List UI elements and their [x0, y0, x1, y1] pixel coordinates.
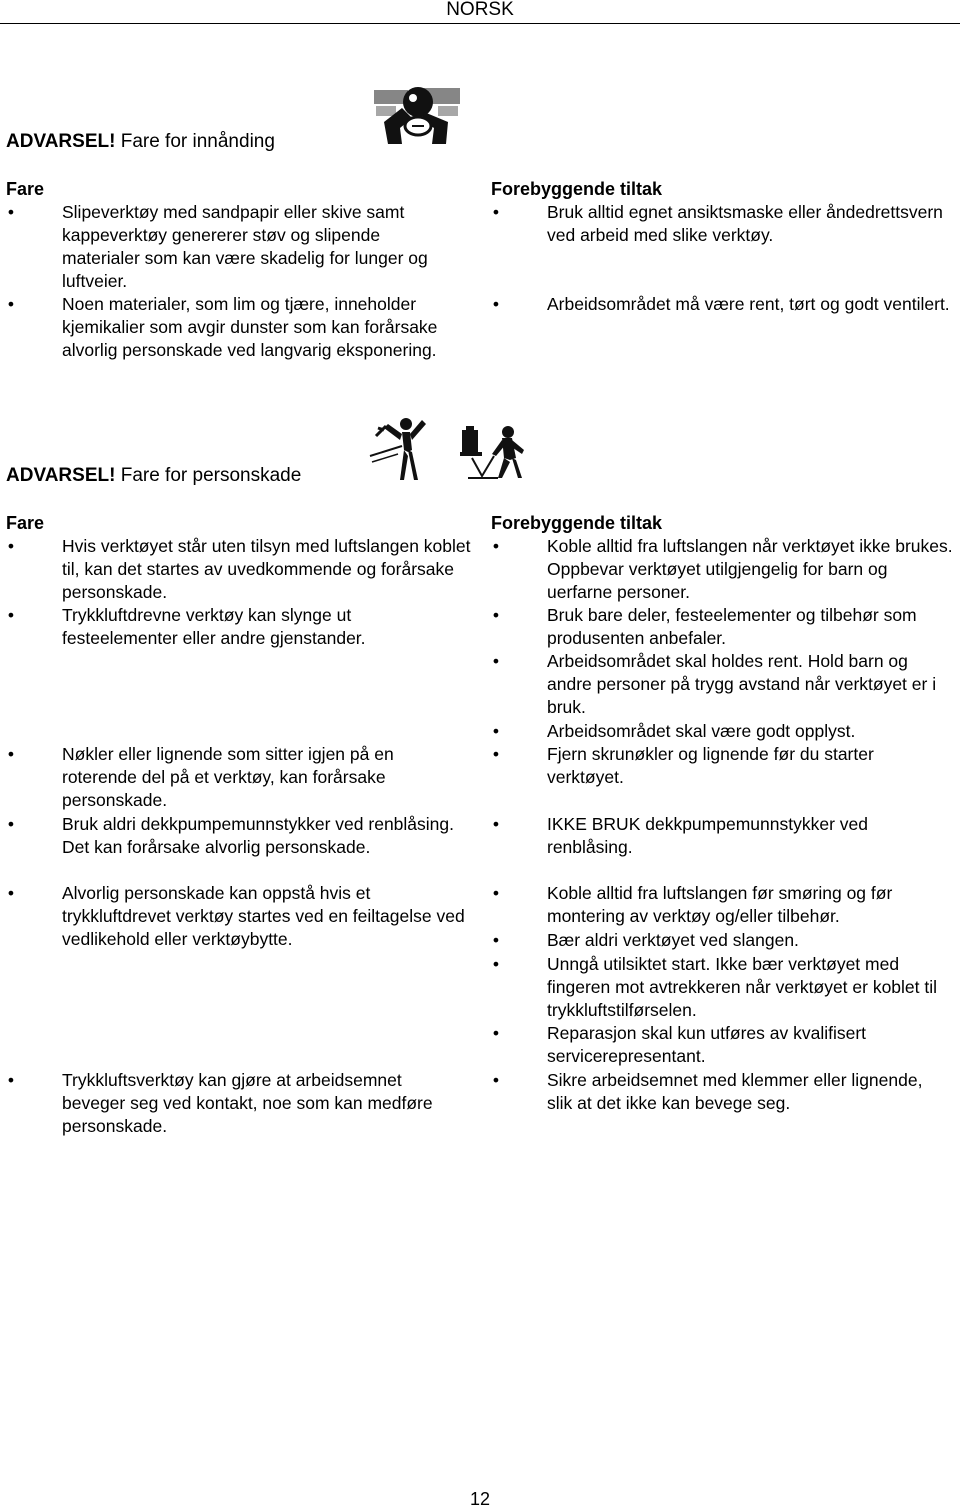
measure-item: • Reparasjon skal kun utføres av kvalifisert servicerepresentant. — [492, 1023, 867, 1066]
hazard-item: • Trykkluftsverktøy kan gjøre at arbeidsemnet beveger seg ved kontakt, noe som kan medføre personskade. — [7, 1070, 433, 1136]
measure-item: • Bær aldri verktøyet ved slangen. — [492, 930, 799, 950]
warning-heading-inhalation — [6, 130, 275, 154]
measure-item: • Fjern skrunøkler og lignende før du starter verktøyet. — [492, 744, 874, 787]
inhalation-hazard-icon — [372, 84, 462, 146]
measure-item: • Sikre arbeidsemnet med klemmer eller lignende, slik at det ikke kan bevege seg. — [492, 1070, 923, 1113]
hazard-item: • Hvis verktøyet står uten tilsyn med luftslangen koblet til, kan det startes av uvedkommende og forårsake personskade. — [7, 536, 471, 602]
page-number: 12 — [469, 1489, 491, 1509]
measure-item: • Arbeidsområdet må være rent, tørt og godt ventilert. — [492, 294, 950, 314]
hazard-heading: Fare — [6, 179, 45, 199]
hazard-heading: Fare — [6, 513, 45, 533]
hazard-item: • Trykkluftdrevne verktøy kan slynge ut festeelementer eller andre gjenstander. — [7, 605, 366, 648]
hazard-item: • Nøkler eller lignende som sitter igjen på en roterende del på et verktøy, kan forårsake personskade. — [7, 744, 394, 810]
measure-item: • Bruk alltid egnet ansiktsmaske eller åndedrettsvern ved arbeid med slike verktøy. — [492, 202, 943, 245]
hazard-item: • Slipeverktøy med sandpapir eller skive samt kappeverktøy genererer støv og slipende materialer som kan være skadelig for lunger og luftveier. — [7, 202, 428, 291]
measure-item: • Koble alltid fra luftslangen før smøring og før montering av verktøy og/eller tilbehør. — [492, 883, 893, 926]
hazard-item: • Bruk aldri dekkpumpemunnstykker ved renblåsing. Det kan forårsake alvorlig personskade. — [7, 814, 454, 857]
header-divider — [0, 23, 960, 24]
measure-item: • IKKE BRUK dekkpumpemunnstykker ved renblåsing. — [492, 814, 868, 857]
measure-item: • Arbeidsområdet skal være godt opplyst. — [492, 721, 856, 741]
warning-label: ADVARSEL! — [6, 131, 116, 152]
warning-text: Fare for innånding — [115, 131, 275, 152]
hazard-item: • Noen materialer, som lim og tjære, inneholder kjemikalier som avgir dunster som kan forårsake alvorlig personskade ved langvarig eksponering. — [7, 294, 438, 360]
projectile-hazard-icon — [458, 424, 528, 480]
measures-heading: Forebyggende tiltak — [491, 179, 663, 199]
measure-item: • Koble alltid fra luftslangen når verktøyet ikke brukes. Oppbevar verktøyet utilgjengelig for barn og uerfarne personer. — [492, 536, 953, 602]
warning-text: Fare for personskade — [115, 465, 302, 486]
hazard-item: • Alvorlig personskade kan oppstå hvis et trykkluftdrevet verktøy startes ved en feiltagelse ved vedlikehold eller verktøybytte. — [7, 883, 465, 949]
warning-heading-injury — [6, 464, 301, 488]
measure-item: • Bruk bare deler, festeelementer og tilbehør som produsenten anbefaler. — [492, 605, 917, 648]
measure-item: • Unngå utilsiktet start. Ikke bær verktøyet med fingeren mot avtrekkeren når verktøyet er koblet til trykkluftstilførselen. — [492, 954, 938, 1020]
entanglement-hazard-icon — [368, 416, 434, 482]
measure-item: • Arbeidsområdet skal holdes rent. Hold barn og andre personer på trygg avstand når verktøyet er i bruk. — [492, 651, 937, 717]
measures-heading: Forebyggende tiltak — [491, 513, 663, 533]
header-language: NORSK — [446, 0, 514, 20]
warning-label: ADVARSEL! — [6, 465, 116, 486]
